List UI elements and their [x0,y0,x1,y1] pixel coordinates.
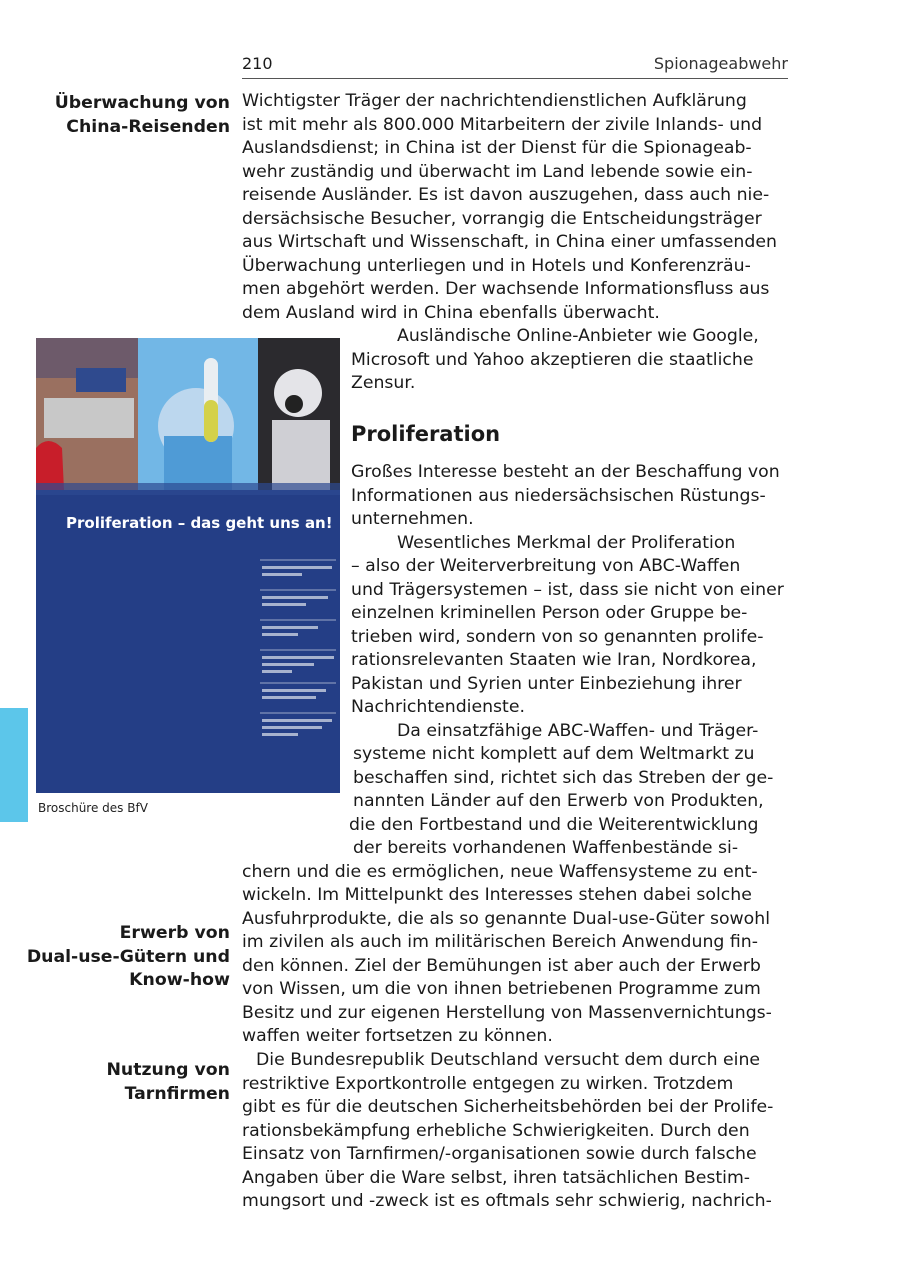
brochure-cover-image [36,338,340,793]
body-line: Die Bundesrepublik Deutschland versucht dem durch eine [256,1050,761,1070]
margin-note-line: Nutzung von [106,1060,230,1080]
body-line: Nachrichtendienste. [351,697,525,717]
body-line: der bereits vorhandenen Waffenbestände si- [353,838,739,858]
body-line: Ausländische Online-Anbieter wie Google, [397,326,759,346]
body-line: von Wissen, um die von ihnen betriebenen Programme zum [242,979,761,999]
section-heading: Proliferation [351,422,501,446]
margin-note-line: Überwachung von [54,93,230,113]
body-line: aus Wirtschaft und Wissenschaft, in China einer umfassenden [242,232,777,252]
body-line: rationsrelevanten Staaten wie Iran, Nordkorea, [351,650,757,670]
margin-note-line: China-Reisenden [66,116,230,137]
page-number: 210 [242,54,273,73]
body-line: ist mit mehr als 800.000 Mitarbeitern der zivile Inlands- und [242,114,763,135]
margin-note-line: Know-how [129,970,230,990]
body-line: men abgehört werden. Der wachsende Informationsfluss aus [242,279,770,299]
running-head: Spionageabwehr [653,54,788,73]
chapter-tab-marker [0,708,28,822]
body-line: beschaffen sind, richtet sich das Streben der ge- [353,767,774,788]
brochure-cover-title: Proliferation – das geht uns an! [66,514,333,532]
body-line: Angaben über die Ware selbst, ihren tatsächlichen Bestim- [242,1167,751,1188]
page-header [242,52,788,79]
figure-caption: Broschüre des BfV [38,801,148,815]
body-line: Microsoft und Yahoo akzeptieren die staatliche [351,349,754,370]
body-line: reisende Ausländer. Es ist davon auszugehen, dass auch nie- [242,185,770,205]
margin-note-line: Tarnfirmen [124,1083,230,1104]
body-line: Großes Interesse besteht an der Beschaffung von [351,462,780,482]
body-line: rationsbekämpfung erhebliche Schwierigkeiten. Durch den [242,1120,750,1141]
body-line: Da einsatzfähige ABC-Waffen- und Träger- [397,720,759,741]
body-line: restriktive Exportkontrolle entgegen zu wirken. Trotzdem [242,1073,734,1094]
body-line: wickeln. Im Mittelpunkt des Interesses stehen dabei solche [242,885,752,905]
body-line: unternehmen. [351,509,474,529]
body-line: Besitz und zur eigenen Herstellung von Massenvernichtungs- [242,1002,772,1023]
brochure-cover-illustration [36,338,340,793]
body-line: trieben wird, sondern von so genannten prolife- [351,626,764,647]
body-line: Überwachung unterliegen und in Hotels und Konferenzräu- [242,255,751,276]
body-line: wehr zuständig und überwacht im Land lebende sowie ein- [242,161,753,182]
body-line: mungsort und -zweck ist es oftmals sehr schwierig, nachrich- [242,1191,772,1211]
body-line: systeme nicht komplett auf dem Weltmarkt zu [353,744,755,764]
body-line: gibt es für die deutschen Sicherheitsbehörden bei der Prolife- [242,1097,774,1117]
margin-note-line: Erwerb von [119,923,230,943]
margin-note-dual-use [27,922,230,993]
body-line: die den Fortbestand und die Weiterentwicklung [349,814,759,835]
body-line: Informationen aus niedersächsischen Rüstungs- [351,485,766,506]
body-line: Einsatz von Tarnfirmen/-organisationen sowie durch falsche [242,1144,757,1164]
body-line: im zivilen als auch im militärischen Bereich Anwendung fin- [242,932,758,952]
margin-note-tarnfirmen [106,1059,230,1106]
body-line: Wesentliches Merkmal der Proliferation [397,532,736,553]
body-line: dem Ausland wird in China ebenfalls überwacht. [242,302,660,323]
body-line: einzelnen kriminellen Person oder Gruppe be- [351,603,748,623]
body-line: Wichtigster Träger der nachrichtendienstlichen Aufklärung [242,91,747,111]
body-line: Ausfuhrprodukte, die als so genannte Dual-use-Güter sowohl [242,908,770,929]
body-line: Zensur. [351,373,416,393]
body-line: Auslandsdienst; in China ist der Dienst für die Spionageab- [242,138,752,158]
margin-note-line: Dual-use-Gütern und [26,946,230,967]
body-line: und Trägersystemen – ist, dass sie nicht von einer [351,579,784,600]
body-line: den können. Ziel der Bemühungen ist aber auch der Erwerb [242,955,761,976]
body-line: – also der Weiterverbreitung von ABC-Waffen [351,556,741,576]
body-line: chern und die es ermöglichen, neue Waffensysteme zu ent- [242,861,758,882]
margin-note-china [55,92,230,139]
body-line: waffen weiter fortsetzen zu können. [242,1026,553,1046]
body-line: Pakistan und Syrien unter Einbeziehung ihrer [351,673,742,694]
body-line: nannten Länder auf den Erwerb von Produkten, [353,791,764,811]
body-line: dersächsische Besucher, vorrangig die Entscheidungsträger [242,208,762,229]
